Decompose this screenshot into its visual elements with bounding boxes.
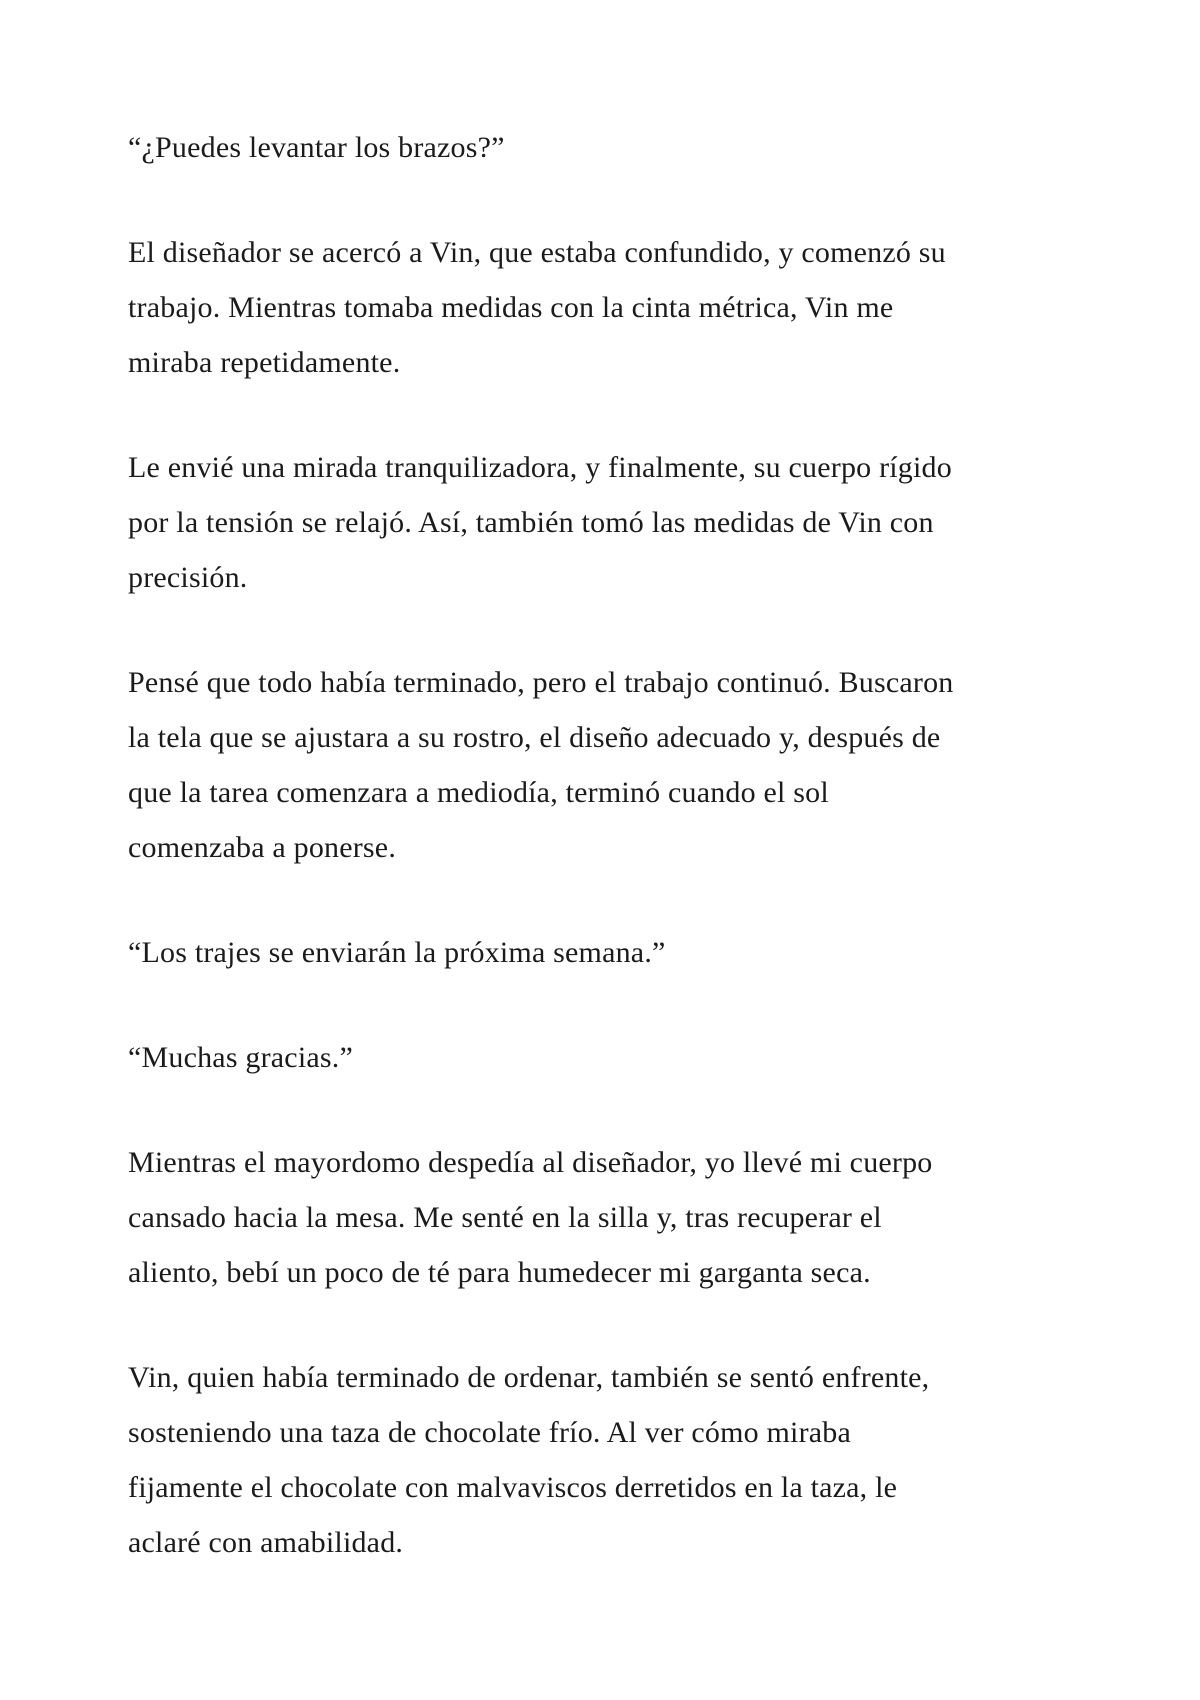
text-line: aclaré con amabilidad. [128, 1526, 404, 1559]
paragraph [128, 225, 1130, 390]
text-line: precisión. [128, 561, 248, 594]
paragraph [128, 1350, 1130, 1570]
text-line: Le envié una mirada tranquilizadora, y finalmente, su cuerpo rígido [128, 451, 952, 484]
paragraph [128, 1030, 1130, 1085]
text-line: “Los trajes se enviarán la próxima semana.” [128, 936, 666, 969]
text-line: Pensé que todo había terminado, pero el trabajo continuó. Buscaron [128, 666, 954, 699]
paragraph [128, 120, 1130, 175]
paragraph [128, 440, 1130, 605]
text-line: por la tensión se relajó. Así, también tomó las medidas de Vin con [128, 506, 934, 539]
text-line: comenzaba a ponerse. [128, 831, 397, 864]
text-line: cansado hacia la mesa. Me senté en la silla y, tras recuperar el [128, 1201, 882, 1234]
text-line: aliento, bebí un poco de té para humedecer mi garganta seca. [128, 1256, 871, 1289]
text-line: trabajo. Mientras tomaba medidas con la cinta métrica, Vin me [128, 291, 894, 324]
text-line: “¿Puedes levantar los brazos?” [128, 131, 505, 164]
paragraph [128, 925, 1130, 980]
text-line: que la tarea comenzara a mediodía, terminó cuando el sol [128, 776, 829, 809]
text-content [128, 120, 1130, 1570]
text-line: Vin, quien había terminado de ordenar, también se sentó enfrente, [128, 1361, 930, 1394]
text-line: la tela que se ajustara a su rostro, el diseño adecuado y, después de [128, 721, 941, 754]
text-line: Mientras el mayordomo despedía al diseñador, yo llevé mi cuerpo [128, 1146, 933, 1179]
text-line: miraba repetidamente. [128, 346, 401, 379]
text-line: sosteniendo una taza de chocolate frío. Al ver cómo miraba [128, 1416, 852, 1449]
paragraph [128, 655, 1130, 875]
paragraph [128, 1135, 1130, 1300]
text-line: fijamente el chocolate con malvaviscos derretidos en la taza, le [128, 1471, 898, 1504]
text-line: “Muchas gracias.” [128, 1041, 353, 1074]
text-line: El diseñador se acercó a Vin, que estaba confundido, y comenzó su [128, 236, 946, 269]
